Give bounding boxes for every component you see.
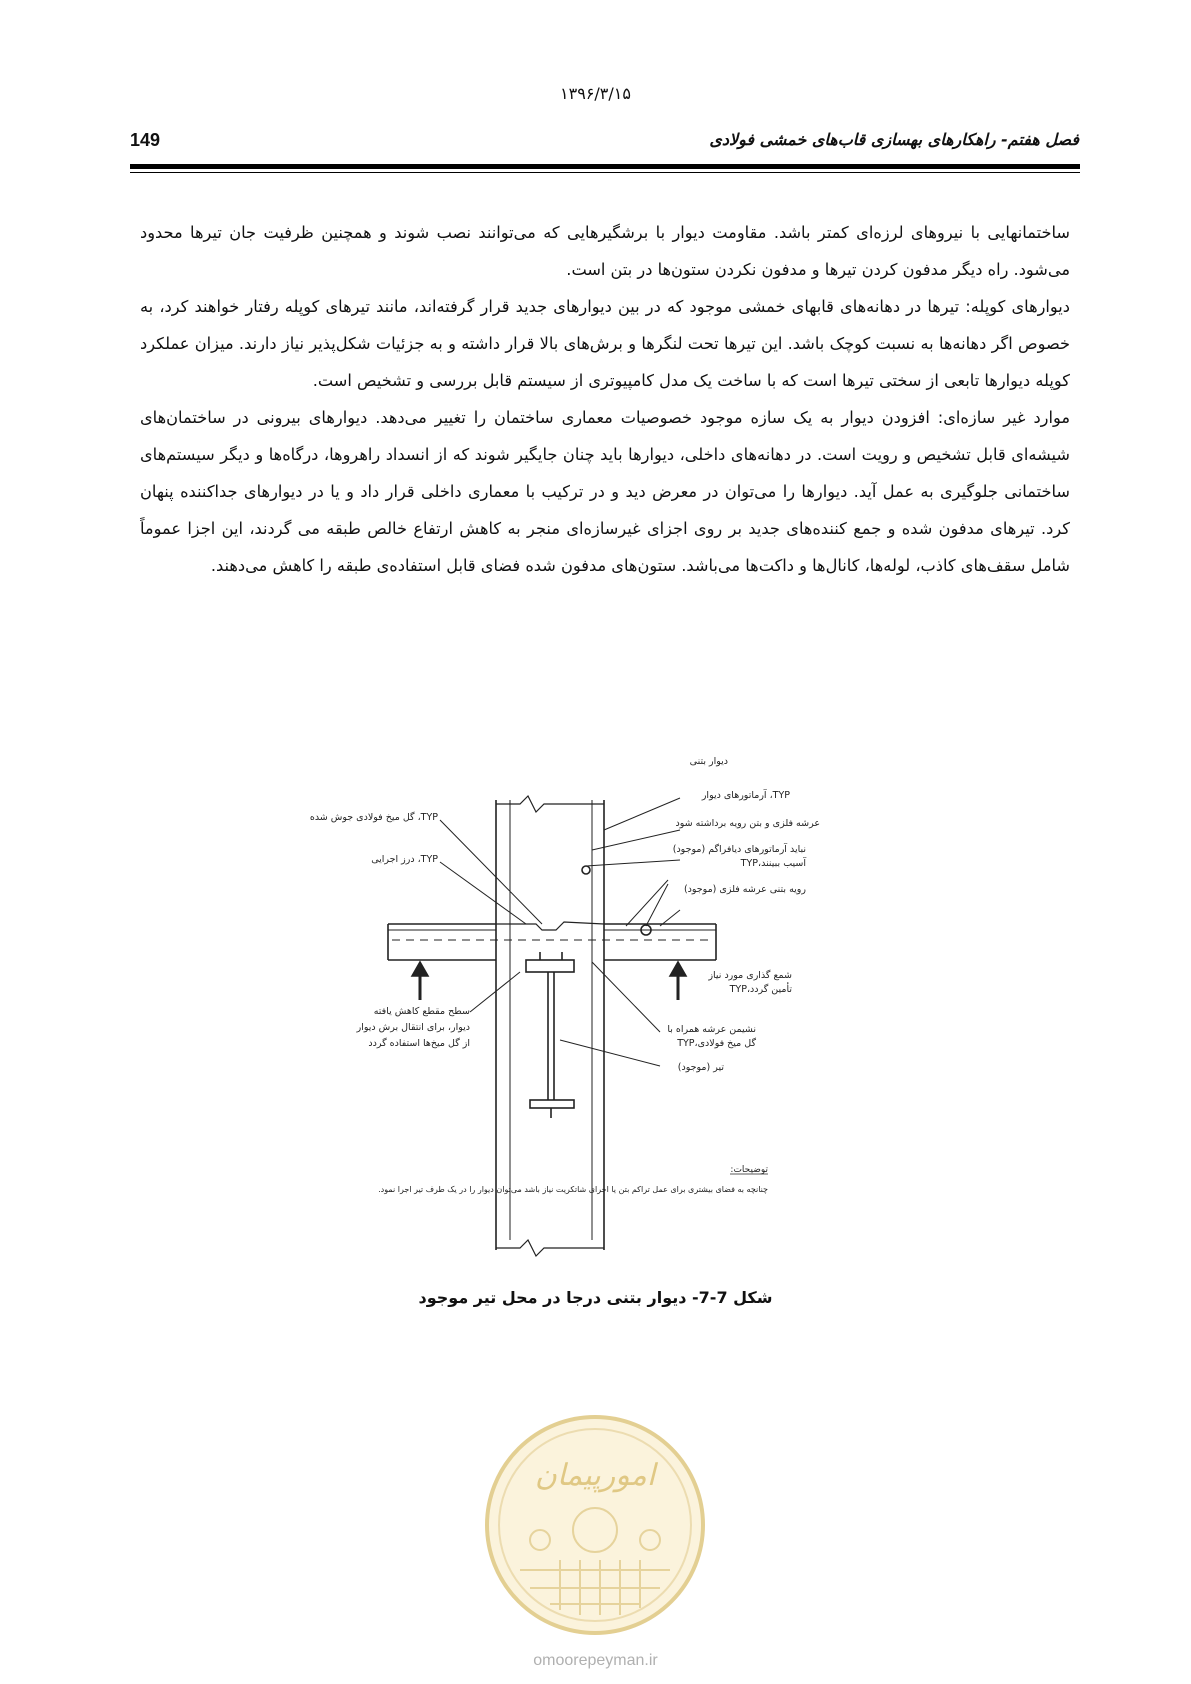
header-rule-thick <box>130 164 1080 169</box>
seal-text: امورپیمان <box>534 1458 656 1493</box>
header-date: ۱۳۹۶/۳/۱۵ <box>560 84 631 103</box>
fig-label-r4: نباید آرماتورهای دیافراگم (موجود) <box>672 844 806 855</box>
body-text <box>140 214 1070 584</box>
fig-label-r9: نشیمن عرشه همراه با <box>667 1024 756 1035</box>
fig-label-l1: TYP، گل میخ فولادی جوش شده <box>309 812 438 823</box>
watermark-site: omoorepeyman.ir <box>533 1652 658 1669</box>
fig-notes-title: توضیحات: <box>730 1165 768 1175</box>
paragraph-2: دیوارهای کوپله: تیرها در دهانه‌های قابهای خمشی موجود که در بین دیوارهای جدید قرار گرفته‌اند، مانند تیرهای کوپله رفتار خواهند کرد، به خصوص اگر دهانه‌ها به نسبت کوچک باشد. این تیرها تحت لنگرها و برش‌های بالا قرار داشته و به جزئیات شکل‌پذیر نیاز دارند. میزان عملکرد کوپله دیوارها تابعی از سختی تیرها است که با ساخت یک مدل کامپیوتری از سیستم قابل بررسی و تشخیص است. <box>140 297 1070 390</box>
fig-label-r10: گل میخ فولادی،TYP <box>677 1038 756 1049</box>
page-number: 149 <box>130 130 161 150</box>
fig-label-l2: TYP، درز اجرایی <box>371 854 438 865</box>
fig-label-r1: دیوار بتنی <box>689 756 728 767</box>
chapter-title: فصل هفتم- راهکارهای بهسازی قاب‌های خمشی فولادی <box>709 130 1079 149</box>
fig-label-l3: سطح مقطع کاهش یافته <box>373 1006 470 1017</box>
fig-label-r8: تأمین گردد،TYP <box>729 984 792 995</box>
fig-label-r5: آسیب ببینند،TYP <box>740 858 806 869</box>
fig-label-r7: شمع گذاری مورد نیاز <box>708 970 792 981</box>
figure-caption: شکل 7-7- دیوار بتنی درجا در محل تیر موجود <box>418 1288 773 1307</box>
fig-label-l5: از گل میخ‌ها استفاده گردد <box>368 1038 470 1049</box>
paragraph-1: ساختمانهایی با نیروهای لرزه‌ای کمتر باشد. مقاومت دیوار با برشگیرهایی که می‌توانند نصب شوند و همچنین ظرفیت جان تیرها محدود می‌شود. راه دیگر مدفون کردن تیرها و مدفون نکردن ستون‌ها در بتن است. <box>140 223 1070 279</box>
paragraph-3: موارد غیر سازه‌ای: افزودن دیوار به یک سازه موجود خصوصیات معماری ساختمان را تغییر می‌دهد. دیوارهای بیرونی در ساختمان‌های شیشه‌ای قابل تشخیص و رویت است. در دهانه‌های داخلی، دیوارها باید چنان جایگیر شوند که از انسداد راهروها، درگاه‌ها و دیگر سیستم‌های ساختمانی جلوگیری به عمل آید. دیوارها را می‌توان در معرض دید و در ترکیب با معماری داخلی قرار داد و یا در دیوارهای جداکننده پنهان کرد. تیرهای مدفون شده و جمع کننده‌های جدید بر روی اجزای غیرسازه‌ای منجر به کاهش ارتفاع خالص طبقه می گردند، این اجزا عموماً شامل سقف‌های کاذب، لوله‌ها، کانال‌ها و داکت‌ها می‌باشد. ستون‌های مدفون شده فضای قابل استفاده‌ی طبقه را کاهش می‌دهند. <box>140 408 1070 575</box>
header-rule-thin <box>130 172 1080 173</box>
fig-label-l4: دیوار، برای انتقال برش دیوار <box>356 1022 470 1033</box>
fig-label-r11: تیر (موجود) <box>677 1062 724 1073</box>
wall-beam-detail-figure <box>309 756 860 1270</box>
fig-label-r6: رویه بتنی عرشه فلزی (موجود) <box>683 884 806 895</box>
seal-logo-icon <box>480 1410 710 1640</box>
fig-notes-text: چنانچه به فضای بیشتری برای عمل تراکم بتن یا اجرای شاتکریت نیاز باشد می‌توان دیوار را در یک طرف تیر اجرا نمود. <box>378 1185 768 1194</box>
fig-label-r3: عرشه فلزی و بتن رویه برداشته شود <box>675 818 820 829</box>
fig-label-r2: TYP، آرماتورهای دیوار <box>701 790 790 801</box>
